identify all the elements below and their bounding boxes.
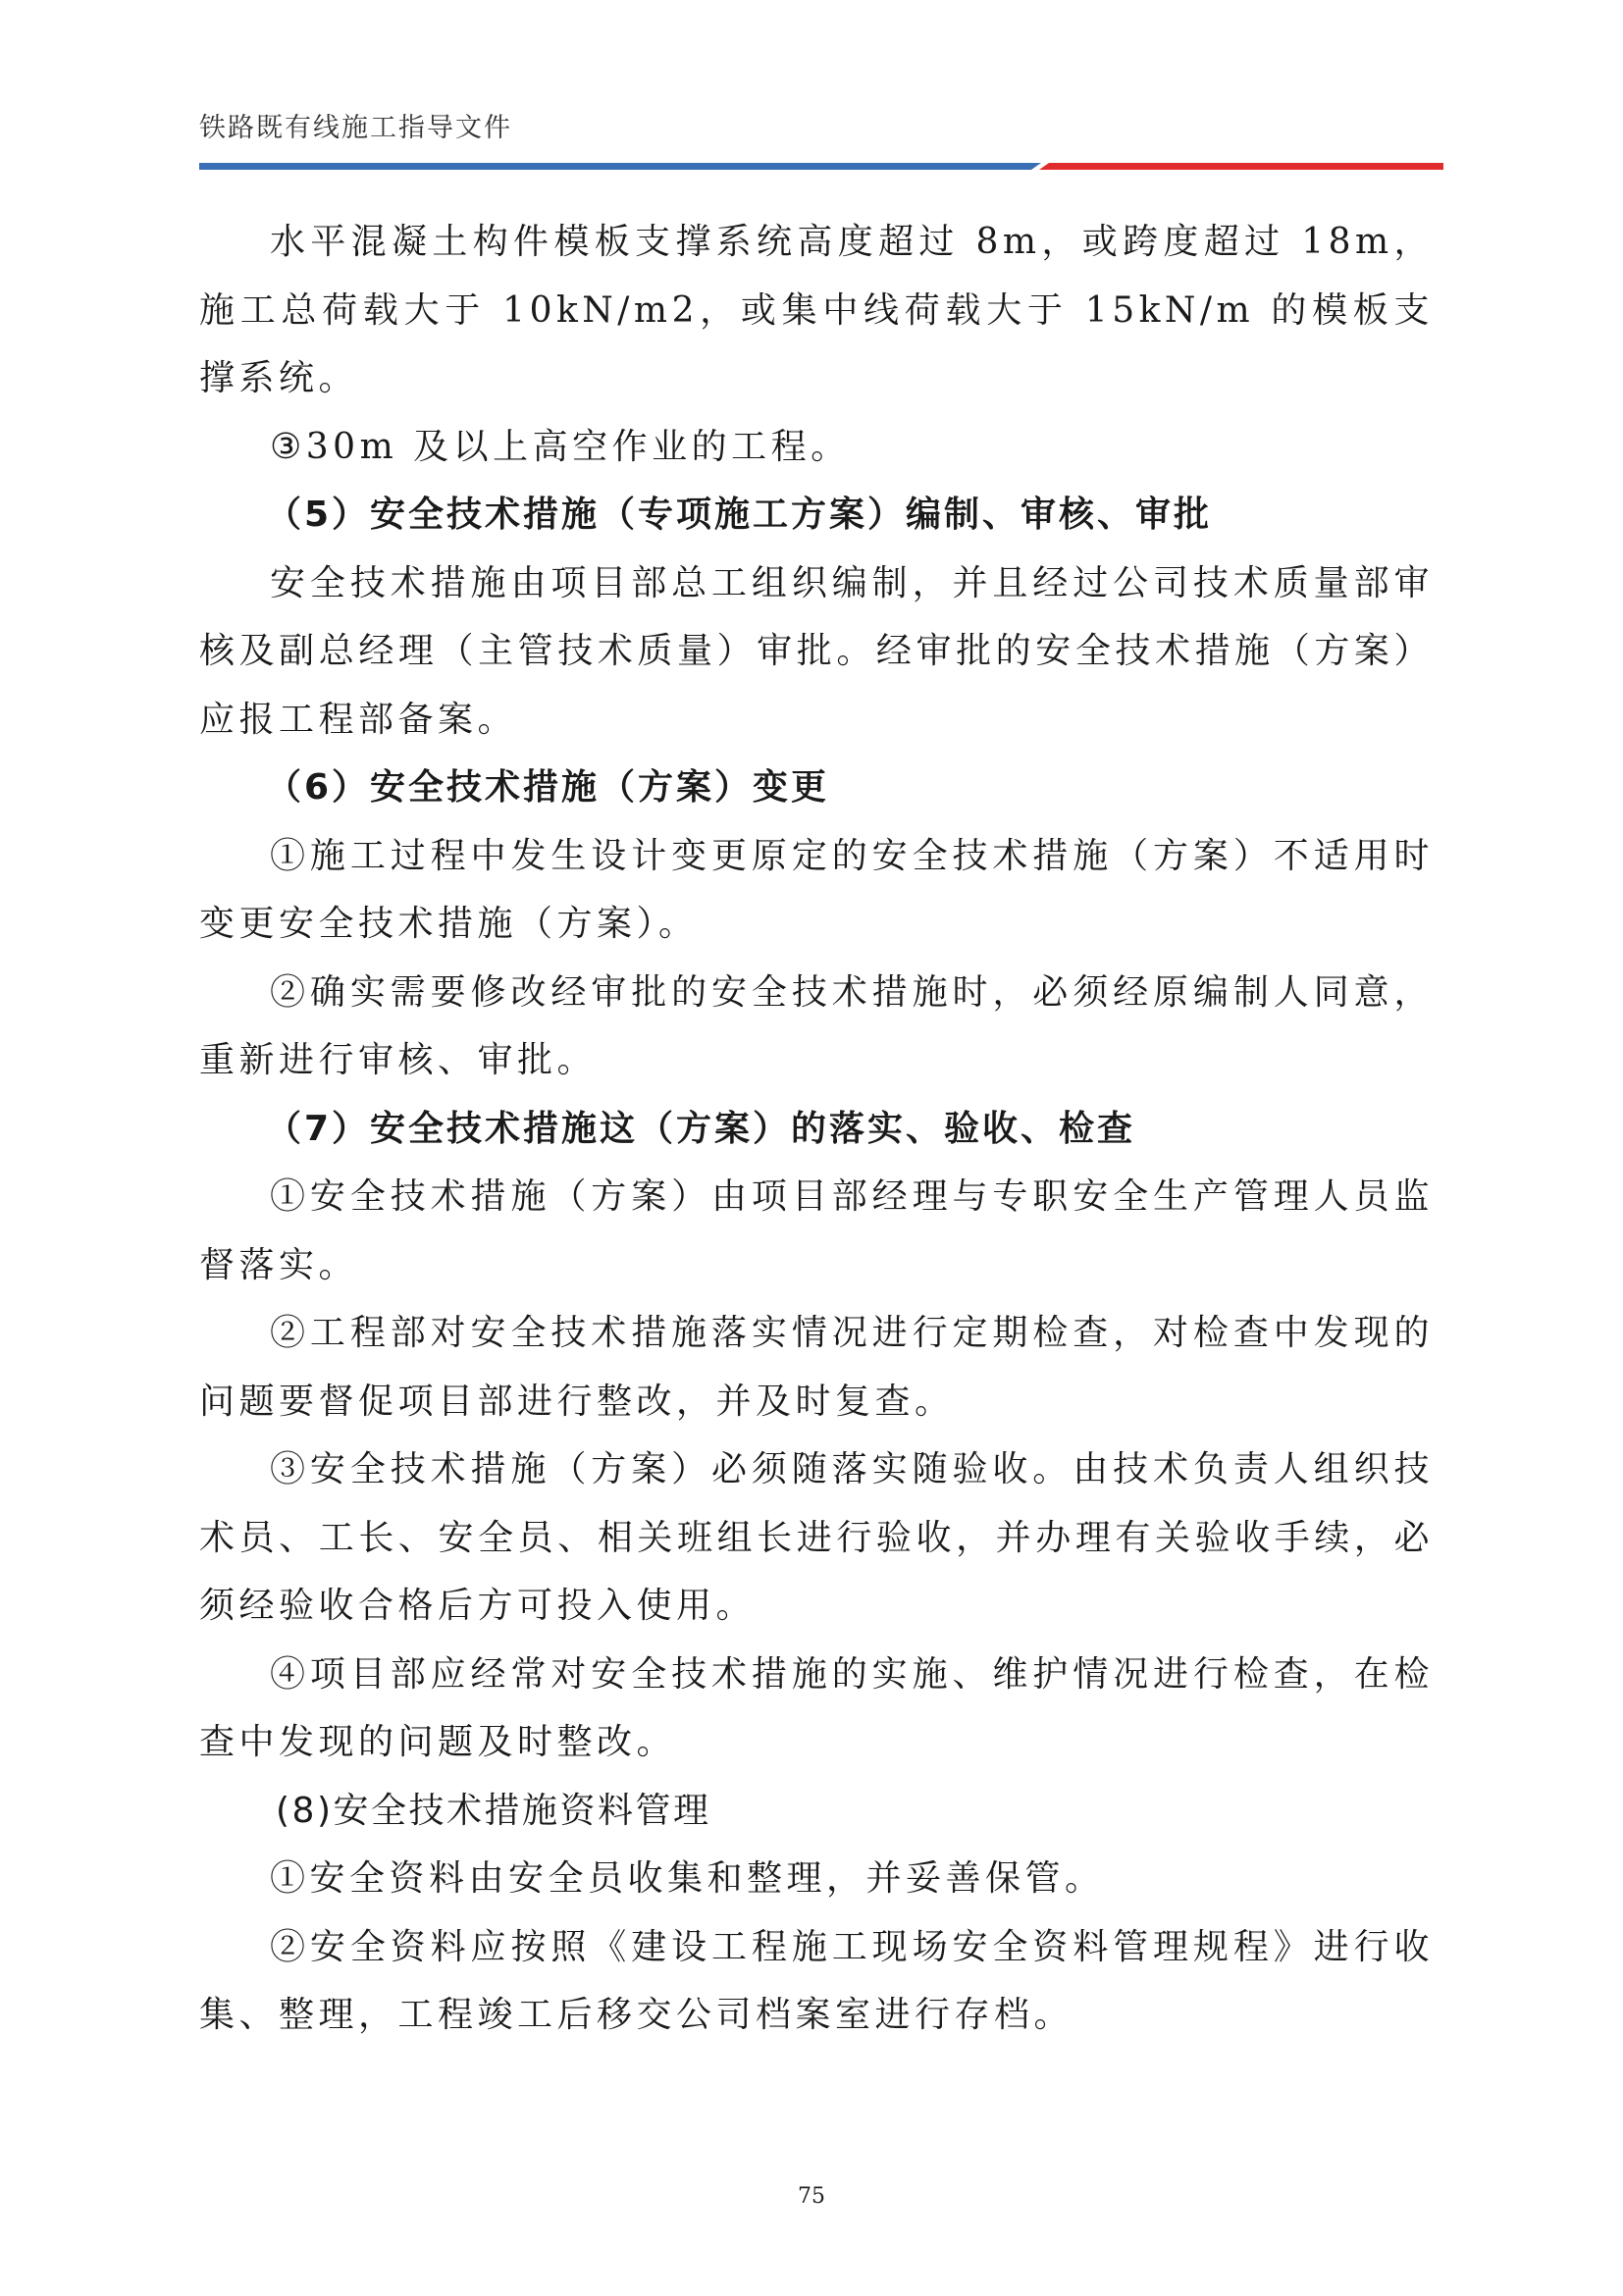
header-rule-red <box>1039 163 1443 170</box>
document-body <box>199 208 1434 2050</box>
running-header-title: 铁路既有线施工指导文件 <box>199 113 512 143</box>
page-number: 75 <box>798 2184 825 2209</box>
paragraph-records-1: ①安全资料由安全员收集和整理，并妥善保管。 <box>270 1858 1105 1899</box>
section-heading-7: （7）安全技术措施这（方案）的落实、验收、检查 <box>266 1108 1136 1149</box>
header-rule <box>199 163 1443 170</box>
paragraph-formwork-criteria: 水平混凝土构件模板支撑系统高度超过 8m，或跨度超过 18m，施工总荷载大于 10kN/m2，或集中线荷载大于 15kN/m 的模板支撑系统。 <box>199 222 1434 398</box>
paragraph-approval: 安全技术措施由项目部总工组织编制，并且经过公司技术质量部审核及副总经理（主管技术质量）审批。经审批的安全技术措施（方案）应报工程部备案。 <box>199 562 1434 740</box>
section-heading-8: (8)安全技术措施资料管理 <box>276 1790 711 1831</box>
paragraph-high-altitude: ③30m 及以上高空作业的工程。 <box>270 426 851 467</box>
section-heading-6: （6）安全技术措施（方案）变更 <box>266 767 830 808</box>
section-heading-5: （5）安全技术措施（专项施工方案）编制、审核、审批 <box>266 495 1213 535</box>
paragraph-records-2: ②安全资料应按照《建设工程施工现场安全资料管理规程》进行收集、整理，工程竣工后移交公司档案室进行存档。 <box>199 1926 1434 2035</box>
paragraph-change-1: ①施工过程中发生设计变更原定的安全技术措施（方案）不适用时变更安全技术措施（方案）。 <box>199 835 1434 944</box>
header-rule-blue <box>199 163 1041 170</box>
paragraph-implement-3: ③安全技术措施（方案）必须随落实随验收。由技术负责人组织技术员、工长、安全员、相关班组长进行验收，并办理有关验收手续，必须经验收合格后方可投入使用。 <box>199 1449 1434 1626</box>
paragraph-implement-1: ①安全技术措施（方案）由项目部经理与专职安全生产管理人员监督落实。 <box>199 1176 1434 1285</box>
paragraph-change-2: ②确实需要修改经审批的安全技术措施时，必须经原编制人同意，重新进行审核、审批。 <box>199 971 1434 1080</box>
paragraph-implement-4: ④项目部应经常对安全技术措施的实施、维护情况进行检查，在检查中发现的问题及时整改。 <box>199 1653 1434 1762</box>
paragraph-implement-2: ②工程部对安全技术措施落实情况进行定期检查，对检查中发现的问题要督促项目部进行整改，并及时复查。 <box>199 1313 1434 1422</box>
